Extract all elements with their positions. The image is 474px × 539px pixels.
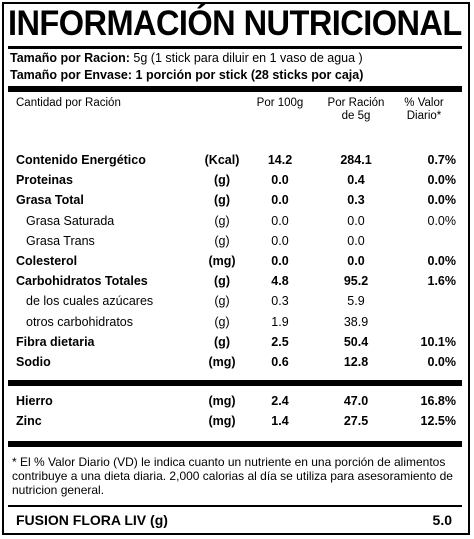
nutrient-per-100g: 1.9: [271, 314, 289, 329]
nutrient-row: [0, 150, 470, 170]
nutrient-row: [0, 231, 470, 251]
nutrient-daily-value: 0.0%: [427, 355, 456, 369]
nutrient-unit: (g): [214, 294, 230, 309]
nutrient-name: Colesterol: [16, 254, 78, 268]
nutrient-per-100g: 14.2: [267, 153, 293, 167]
serving-size-label: Tamaño por Racion:: [10, 51, 130, 65]
nutrient-per-100g: 0.0: [271, 193, 289, 208]
nutrient-per-100g: 0.6: [271, 355, 289, 369]
nutrient-row: [0, 211, 470, 231]
nutrient-name: Grasa Trans: [26, 233, 95, 248]
column-header-serving: [316, 97, 396, 123]
nutrient-name: Fibra dietaria: [16, 334, 95, 349]
serving-divider: [8, 86, 462, 92]
nutrient-daily-value: 0.0%: [427, 193, 456, 208]
nutrient-row: [0, 251, 470, 271]
servings-per-container-line: [10, 68, 363, 82]
nutrient-per-serving: 0.0: [347, 213, 365, 228]
minerals-divider: [8, 380, 462, 386]
nutrient-per-100g: 1.4: [271, 414, 289, 428]
nutrient-per-serving: 50.4: [343, 334, 369, 349]
nutrient-unit: (mg): [208, 254, 236, 268]
nutrient-per-100g: 0.0: [271, 254, 289, 268]
product-ingredient-value: 5.0: [432, 512, 452, 528]
nutrient-name: de los cuales azúcares: [26, 294, 154, 309]
product-ingredient-name: FUSION FLORA LIV (g): [16, 512, 168, 528]
column-header-name: Cantidad por Ración: [16, 97, 121, 109]
nutrient-unit: (g): [214, 334, 230, 349]
nutrient-name: Grasa Total: [16, 193, 84, 208]
nutrient-per-serving: 95.2: [343, 274, 369, 289]
nutrient-row: [0, 352, 470, 372]
column-header-serving-line1: Por Ración: [327, 97, 385, 109]
nutrient-name: otros carbohidratos: [26, 314, 134, 329]
nutrient-per-serving: 27.5: [343, 414, 369, 428]
nutrient-name: Sodio: [16, 355, 51, 369]
nutrient-unit: (g): [214, 314, 230, 329]
nutrient-unit: (g): [214, 213, 230, 228]
nutrient-row: [0, 190, 470, 210]
column-header-per100: Por 100g: [256, 97, 304, 109]
nutrient-daily-value: 0.0%: [427, 173, 456, 188]
servings-per-container-label: Tamaño por Envase:: [10, 68, 133, 82]
nutrient-name: Grasa Saturada: [26, 213, 115, 228]
nutrient-row: [0, 411, 470, 431]
serving-size-line: [10, 51, 363, 65]
daily-value-footnote: * El % Valor Diario (VD) le indica cuanto un nutriente en una porción de alimentos contribuye a una dieta diaria. 2,000 calorias al día se utiliza para asesoramiento de nutricion general.: [12, 455, 453, 497]
product-ingredient-row: [16, 509, 456, 531]
nutrient-name: Contenido Energético: [16, 153, 146, 167]
nutrient-daily-value: 0.0%: [427, 254, 456, 268]
nutrient-name: Proteinas: [16, 173, 73, 188]
serving-size-value: 5g (1 stick para diluir en 1 vaso de agua ): [133, 51, 363, 65]
nutrient-per-serving: 0.0: [347, 254, 365, 268]
nutrient-row: [0, 312, 470, 332]
nutrient-name: Zinc: [16, 414, 42, 428]
nutrient-per-100g: 0.0: [271, 233, 289, 248]
column-header-vd-line2: Diario*: [406, 110, 442, 122]
nutrient-per-serving: 47.0: [343, 394, 369, 408]
nutrient-row: [0, 271, 470, 291]
nutrient-per-100g: 0.0: [271, 213, 289, 228]
nutrient-unit: (mg): [208, 414, 236, 428]
column-header-serving-line2: de 5g: [341, 110, 371, 122]
nutrient-per-serving: 12.8: [343, 355, 369, 369]
nutrient-unit: (Kcal): [204, 153, 240, 167]
nutrient-per-serving: 5.9: [347, 294, 365, 309]
nutrient-row: [0, 332, 470, 352]
nutrient-row: [0, 391, 470, 411]
nutrient-per-serving: 38.9: [343, 314, 369, 329]
servings-per-container-value: 1 porción por stick (28 sticks por caja): [135, 68, 364, 82]
nutrient-unit: (g): [214, 233, 230, 248]
nutrient-daily-value: 12.5%: [420, 414, 456, 428]
nutrient-per-100g: 2.5: [271, 334, 289, 349]
footnote-divider: [8, 441, 462, 447]
nutrient-daily-value: 16.8%: [420, 394, 456, 408]
nutrient-daily-value: 10.1%: [420, 334, 456, 349]
nutrient-unit: (g): [214, 173, 230, 188]
nutrient-per-serving: 0.0: [347, 233, 365, 248]
nutrient-per-serving: 0.4: [347, 173, 365, 188]
nutrient-name: Carbohidratos Totales: [16, 274, 148, 289]
nutrient-daily-value: 1.6%: [427, 274, 456, 289]
nutrient-per-100g: 0.3: [271, 294, 289, 309]
nutrient-daily-value: 0.0%: [427, 213, 456, 228]
nutrient-per-100g: 4.8: [271, 274, 289, 289]
footer-divider: [8, 505, 462, 507]
nutrient-per-serving: 0.3: [347, 193, 365, 208]
title-divider: [8, 46, 462, 49]
nutrient-name: Hierro: [16, 394, 53, 408]
nutrient-per-100g: 0.0: [271, 173, 289, 188]
nutrient-unit: (g): [214, 274, 230, 289]
column-header-vd-line1: % Valor: [404, 97, 444, 109]
nutrient-row: [0, 170, 470, 190]
nutrient-unit: (mg): [208, 394, 236, 408]
nutrient-per-serving: 284.1: [340, 153, 372, 167]
nutrient-row: [0, 291, 470, 311]
label-title: INFORMACIÓN NUTRICIONAL: [8, 4, 462, 43]
nutrient-per-100g: 2.4: [271, 394, 289, 408]
nutrient-daily-value: 0.7%: [427, 153, 456, 167]
nutrient-unit: (g): [214, 193, 230, 208]
nutrient-unit: (mg): [208, 355, 236, 369]
column-header-vd: [392, 97, 456, 123]
